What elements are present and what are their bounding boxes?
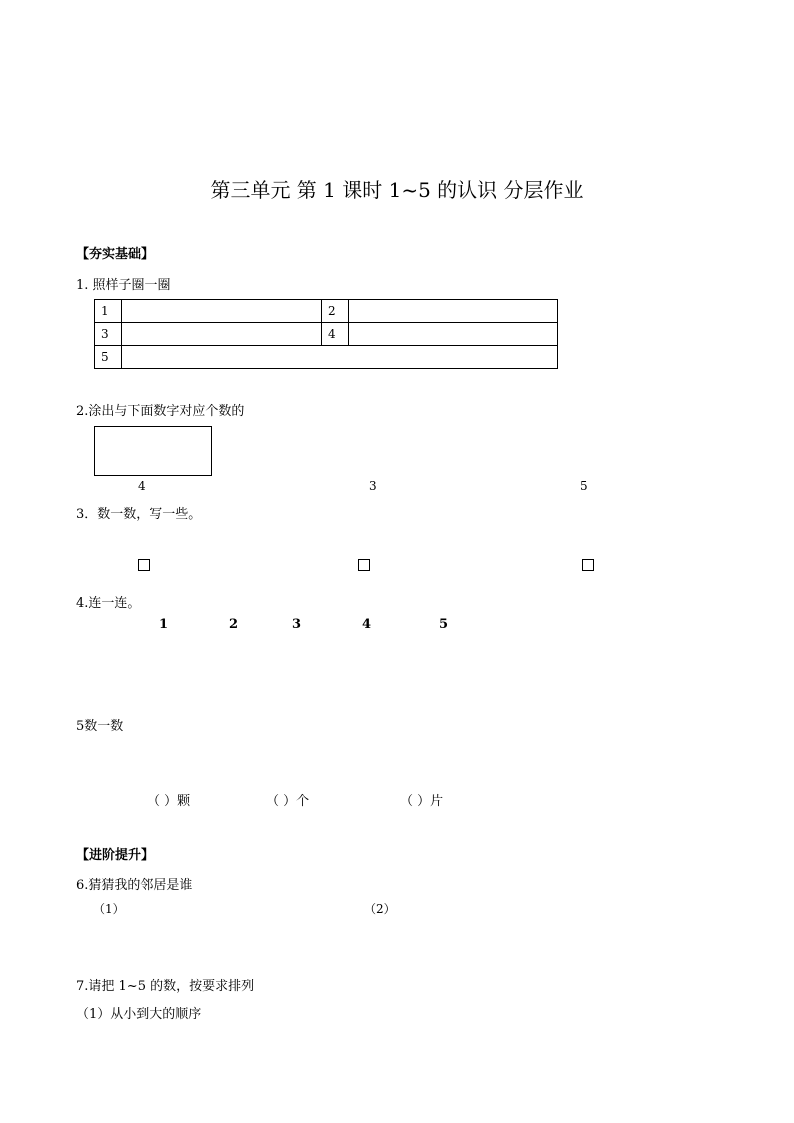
table-cell-number: 4 xyxy=(322,323,349,346)
question-2-number: 3 xyxy=(369,479,377,493)
question-6-part: （2） xyxy=(364,902,396,916)
question-4-number: 4 xyxy=(362,617,372,632)
question-1-table xyxy=(94,299,558,369)
question-2-number: 5 xyxy=(580,479,588,493)
question-6-part: （1） xyxy=(93,902,125,916)
table-cell-number: 1 xyxy=(95,300,122,323)
question-7-label: 7.请把 1~5 的数，按要求排列 xyxy=(76,979,255,994)
question-4-number: 1 xyxy=(159,617,169,632)
table-row xyxy=(95,300,558,323)
question-2-label: 2.涂出与下面数字对应个数的 xyxy=(76,404,245,419)
table-cell-number: 5 xyxy=(95,346,122,369)
question-4-number: 2 xyxy=(229,617,239,632)
question-1-label: 1. 照样子圈一圈 xyxy=(76,278,171,293)
question-5-blank[interactable]: （ ）片 xyxy=(400,794,444,809)
table-row xyxy=(95,323,558,346)
question-2-answer-box xyxy=(94,426,212,476)
answer-square[interactable] xyxy=(138,559,150,571)
table-cell-number: 3 xyxy=(95,323,122,346)
table-cell-number: 2 xyxy=(322,300,349,323)
question-5-blank[interactable]: （ ）个 xyxy=(266,794,310,809)
section-heading-advanced: 【进阶提升】 xyxy=(76,848,155,863)
answer-square[interactable] xyxy=(358,559,370,571)
table-cell-answer xyxy=(122,300,322,323)
question-4-number: 5 xyxy=(439,617,449,632)
table-cell-answer xyxy=(122,323,322,346)
question-4-label: 4.连一连。 xyxy=(76,596,141,611)
question-7-part-1: （1）从小到大的顺序 xyxy=(76,1007,202,1022)
table-cell-answer xyxy=(349,323,558,346)
section-heading-basic: 【夯实基础】 xyxy=(76,247,155,262)
question-2-number: 4 xyxy=(138,479,146,493)
question-5-label: 5数一数 xyxy=(76,719,124,734)
question-6-label: 6.猜猜我的邻居是谁 xyxy=(76,878,193,893)
table-row xyxy=(95,346,558,369)
question-4-number: 3 xyxy=(292,617,302,632)
question-5-blank[interactable]: （ ）颗 xyxy=(147,794,191,809)
table-cell-answer xyxy=(122,346,558,369)
table-cell-answer xyxy=(349,300,558,323)
page-title: 第三单元 第 1 课时 1~5 的认识 分层作业 xyxy=(210,178,584,202)
answer-square[interactable] xyxy=(582,559,594,571)
question-3-label: 3．数一数，写一些。 xyxy=(76,507,202,522)
